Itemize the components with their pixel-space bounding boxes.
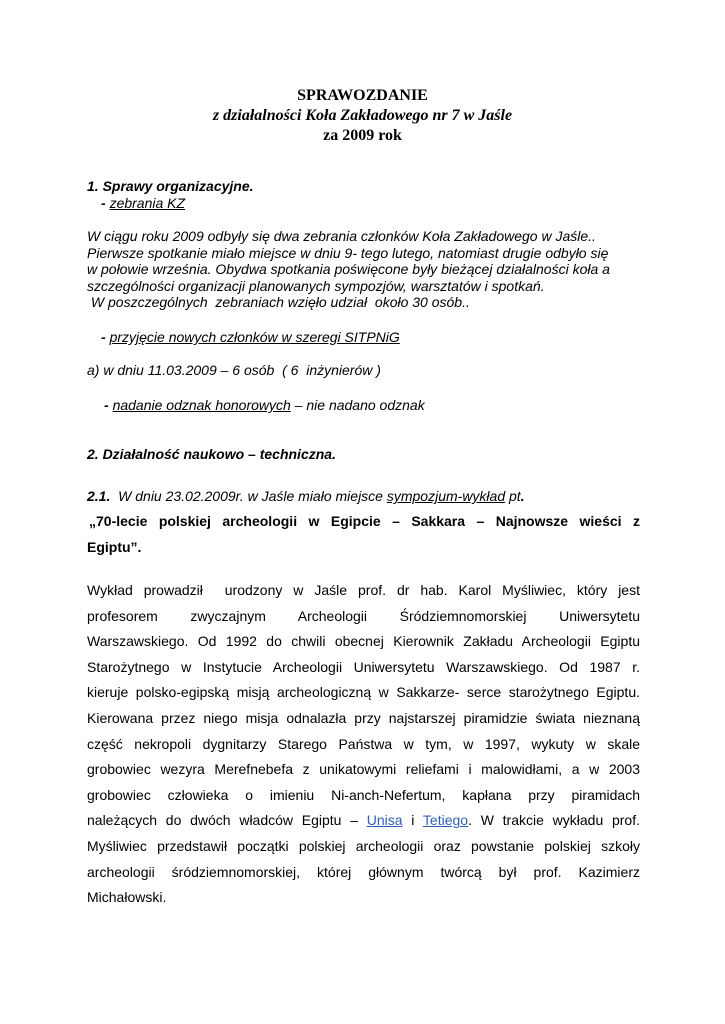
teti-link[interactable]: Tetiego: [422, 812, 469, 829]
item-intro-link-text: sympozjum-wykład: [386, 488, 506, 504]
new-members-label: przyjęcie nowych członków w szeregi SITPNiG: [109, 329, 400, 345]
description-line: Michałowski.: [87, 889, 167, 906]
description-line: Kierowana przez niego misja odnalazła przy najstarszej piramidzie świata nieznaną: [87, 709, 640, 726]
new-members-entry: a) w dniu 11.03.2009 – 6 osób ( 6 inżynierów ): [87, 362, 381, 378]
new-members-subheading: [101, 329, 400, 345]
meetings-paragraph-line: w połowie września. Obydwa spotkania poświęcone były bieżącej działalności koła a: [87, 261, 610, 278]
description-line: Starożytnego w Instytucie Archeologii Uniwersytetu Warszawskiego. Od 1987 r.: [87, 658, 640, 675]
meetings-paragraph-line: szczególności organizacji planowanych sympozjów, warsztatów i spotkań.: [87, 277, 545, 294]
description-line: profesorem zwyczajnym Archeologii Śródziemnomorskiej Uniwersytetu: [87, 607, 640, 624]
new-members-dash: -: [101, 329, 110, 345]
item-intro-dot: .: [520, 488, 525, 504]
lecture-title: [87, 508, 640, 560]
description-line: grobowiec człowieka o imieniu Ni-anch-Nefertum, kapłana przy piramidach: [87, 786, 640, 803]
line10-pre: należących do dwóch władców Egiptu –: [87, 812, 367, 829]
meetings-paragraph-line: W poszczególnych zebraniach wzięło udział około 30 osób..: [87, 294, 470, 311]
badges-dash: -: [104, 397, 113, 413]
item-number: 2.1.: [87, 488, 111, 504]
description-line-with-links: [87, 808, 640, 834]
section2-heading: 2. Działalność naukowo – techniczna.: [87, 446, 336, 462]
description-line: Warszawskiego. Od 1992 do chwili obecnej Kierownik Zakładu Archeologii Egiptu: [87, 633, 640, 650]
lecture-title-line: Egiptu”.: [87, 539, 142, 555]
report-title: SPRAWOZDANIE: [297, 87, 428, 104]
meetings-paragraph: [87, 228, 640, 311]
section1-heading: 1. Sprawy organizacyjne.: [87, 178, 254, 194]
lecture-title-line: „70-lecie polskiej archeologii w Egipcie – Sakkara – Najnowsze wieści z: [89, 513, 640, 529]
description-line: kieruje polsko-egipską misją archeologiczną w Sakkarze- serce starożytnego Egiptu.: [87, 684, 640, 701]
description-line: część nekropoli dygnitarzy Starego Państwa w tym, w 1997, wykuty w skale: [87, 735, 640, 752]
lecture-description: [87, 578, 640, 911]
report-subtitle: z działalności Koła Zakładowego nr 7 w Jaśle: [212, 107, 513, 124]
meetings-subheading: [101, 195, 185, 211]
report-year: za 2009 rok: [323, 127, 402, 144]
badges-label: nadanie odznak honorowych: [112, 397, 291, 413]
meetings-dash: -: [101, 195, 110, 211]
meetings-paragraph-line: Pierwsze spotkanie miało miejsce w dniu 9- tego lutego, natomiast drugie odbyło się: [87, 244, 609, 261]
line10-mid: i: [402, 812, 423, 829]
badges-subheading: [104, 397, 425, 413]
description-line: Myśliwiec przedstawił początki polskiej archeologii oraz powstanie polskiej szkoły: [87, 837, 640, 854]
description-line: grobowiec wezyra Merefnebefa z unikatowymi reliefami i malowidłami, a w 2003: [87, 761, 640, 778]
item-2-1-intro: [87, 488, 525, 504]
description-line: archeologii śródziemnomorskiej, której głównym twórcą był prof. Kazimierz: [87, 863, 640, 880]
meetings-paragraph-line: W ciągu roku 2009 odbyły się dwa zebrania członków Koła Zakładowego w Jaśle..: [87, 228, 596, 244]
description-line: Wykład prowadził urodzony w Jaśle prof. dr hab. Karol Myśliwiec, który jest: [87, 582, 640, 598]
line10-post: . W trakcie wykładu prof.: [468, 812, 640, 829]
item-intro-pre: W dniu 23.02.2009r. w Jaśle miało miejsce: [110, 488, 387, 504]
report-title-block: [0, 86, 725, 146]
badges-value: – nie nadano odznak: [290, 397, 425, 413]
unis-link[interactable]: Unisa: [366, 812, 403, 829]
meetings-label: zebrania KZ: [109, 195, 186, 211]
item-intro-post: pt: [505, 488, 521, 504]
